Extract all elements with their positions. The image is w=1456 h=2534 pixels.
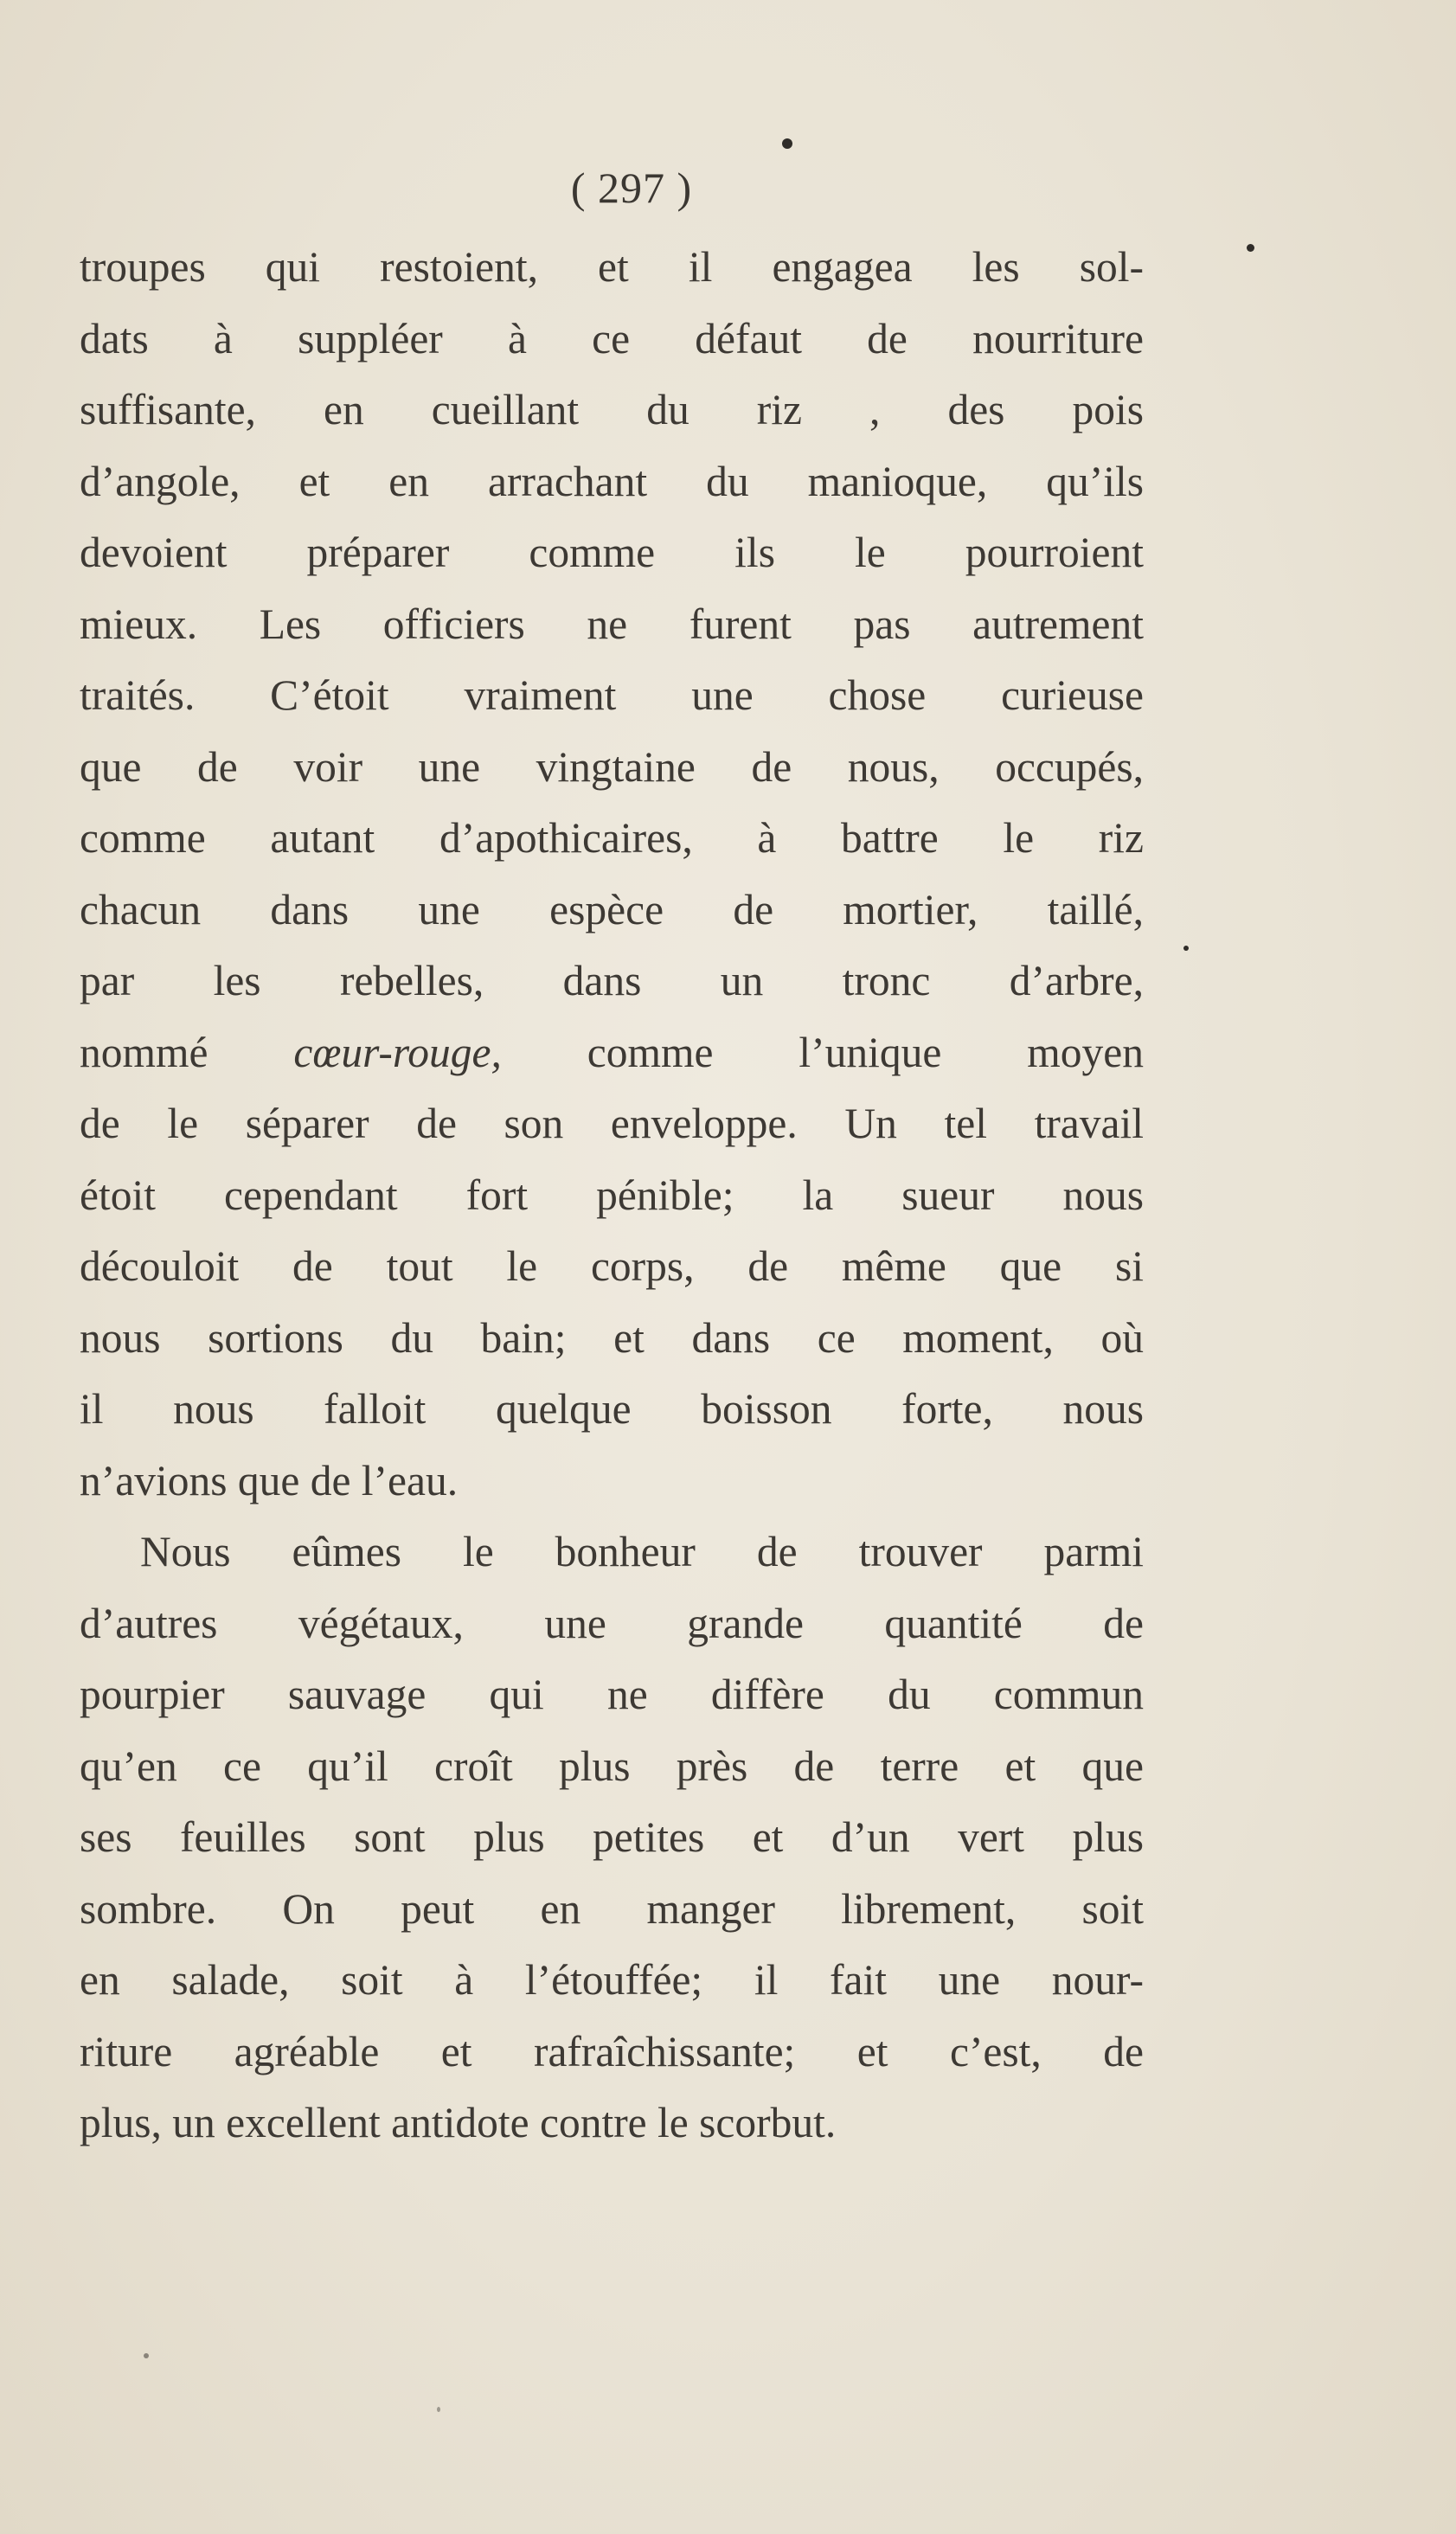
ink-speck [437, 2407, 440, 2412]
ink-speck [782, 138, 792, 149]
text-line: découloit de tout le corps, de même que si [80, 1242, 1144, 1290]
body-text [80, 232, 1144, 2159]
text-line: sombre. On peut en manger librement, soit [80, 1884, 1144, 1933]
ink-speck [144, 2353, 149, 2358]
text-line: nous sortions du bain; et dans ce moment, où [80, 1313, 1144, 1362]
italic-term: cœur-rouge, [293, 1028, 502, 1076]
text-line: troupes qui restoient, et il engagea les sol- [80, 243, 1144, 291]
text-line [80, 1017, 1144, 1089]
text-line: il nous falloit quelque boisson forte, nous [80, 1385, 1144, 1433]
ink-speck [1183, 946, 1189, 951]
text-line: Nous eûmes le bonheur de trouver parmi [140, 1528, 1144, 1575]
text-line: que de voir une vingtaine de nous, occupés, [80, 742, 1144, 791]
text-line: mieux. Les officiers ne furent pas autrement [80, 600, 1144, 648]
text-line: traités. C’étoit vraiment une chose curieuse [80, 671, 1144, 719]
text-line: d’angole, et en arrachant du manioque, qu’ils [80, 457, 1144, 505]
text-line: ses feuilles sont plus petites et d’un vert plus [80, 1813, 1144, 1861]
ink-speck [1247, 244, 1254, 252]
text-line: étoit cependant fort pénible; la sueur nous [80, 1171, 1144, 1219]
text-run: nommé [80, 1028, 294, 1076]
text-line: d’autres végétaux, une grande quantité de [80, 1599, 1144, 1647]
text-line: par les rebelles, dans un tronc d’arbre, [80, 957, 1144, 1004]
text-line: n’avions que de l’eau. [80, 1456, 459, 1504]
text-line: plus, un excellent antidote contre le scorbut. [80, 2099, 837, 2146]
page-number: ( 297 ) [570, 164, 693, 212]
text-line: riture agréable et rafraîchissante; et c’est, de [80, 2027, 1144, 2075]
text-run: comme l’unique moyen [501, 1028, 1144, 1076]
text-line: en salade, soit à l’étouffée; il fait une nour- [80, 1956, 1144, 2004]
text-line: de le séparer de son enveloppe. Un tel travail [80, 1100, 1144, 1147]
text-line: qu’en ce qu’il croît plus près de terre et que [80, 1742, 1144, 1790]
text-line: comme autant d’apothicaires, à battre le riz [80, 814, 1144, 862]
text-line: chacun dans une espèce de mortier, taillé, [80, 885, 1144, 933]
text-line: devoient préparer comme ils le pourroient [80, 529, 1144, 576]
text-line: pourpier sauvage qui ne diffère du commun [80, 1671, 1144, 1718]
text-line: suffisante, en cueillant du riz , des pois [80, 386, 1144, 433]
text-line: dats à suppléer à ce défaut de nourriture [80, 314, 1144, 362]
